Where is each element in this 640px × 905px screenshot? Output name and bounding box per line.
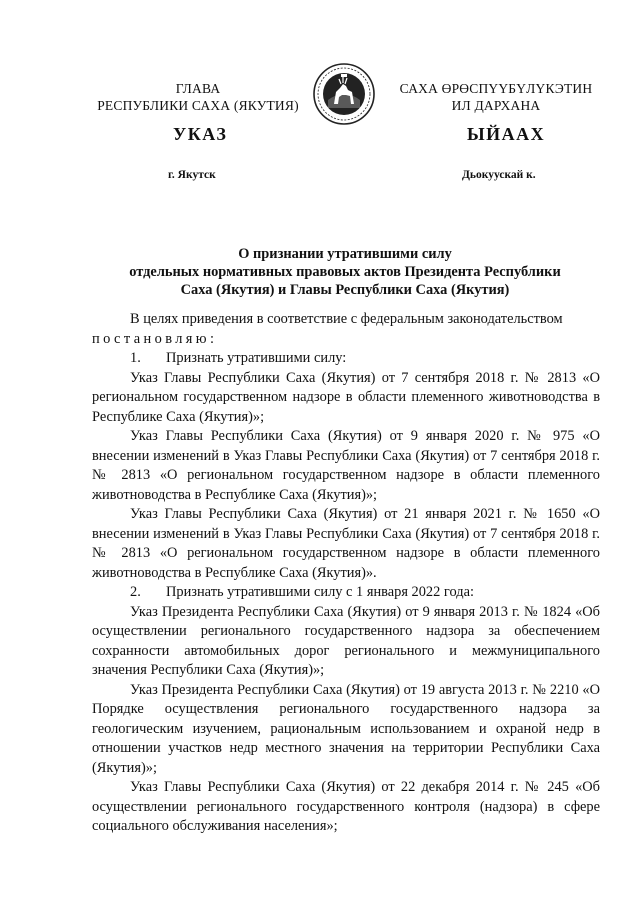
city-sah: Дьокуускай к. xyxy=(462,169,536,181)
header-left xyxy=(92,80,304,114)
title-line2: отдельных нормативных правовых актов Президента Республики xyxy=(129,264,561,280)
header-right-line1: САХА ӨРӨСПҮҮБҮЛҮКЭТИН xyxy=(399,81,593,96)
paragraph-5: Указ Президента Республики Саха (Якутия) от 19 августа 2013 г. № 2210 «О Порядке осуществления регионального государственного надзора за геологическим изучением, рациональным использованием и охраной недр в отношении участков недр местного значения на территории Республики Саха (Якутия)»; xyxy=(92,681,600,776)
item2-text: Признать утратившими силу с 1 января 2022 года: xyxy=(166,584,474,600)
item1 xyxy=(92,349,600,369)
header-left-line1: ГЛАВА xyxy=(175,81,221,96)
header-right-line2: ИЛ ДАРХАНА xyxy=(451,98,541,113)
header-right xyxy=(392,80,600,114)
item2 xyxy=(92,583,600,603)
title-line1: О признании утратившими силу xyxy=(238,246,452,262)
city-ru: г. Якутск xyxy=(168,169,216,181)
paragraph-4: Указ Президента Республики Саха (Якутия) от 9 января 2013 г. № 1824 «Об осуществлении регионального государственного надзора за обеспечением сохранности автомобильных дорог регионального и межмуниципального значения Республики Саха (Якутия)»; xyxy=(92,603,600,678)
title-line3: Саха (Якутия) и Главы Республики Саха (Якутия) xyxy=(180,282,510,298)
republic-coat-of-arms-icon xyxy=(312,62,376,126)
paragraph-1: Указ Главы Республики Саха (Якутия) от 7 сентября 2018 г. № 2813 «О региональном государственном надзоре в области племенного животноводства в Республике Саха (Якутия)»; xyxy=(92,369,600,425)
decree-word: постановляю: xyxy=(92,330,218,347)
paragraph-3: Указ Главы Республики Саха (Якутия) от 21 января 2021 г. № 1650 «О внесении изменений в Указ Главы Республики Саха (Якутия) от 7 сентября 2018 г. № 2813 «О региональном государственном надзоре в области племенного животноводства в Республике Саха (Якутия)». xyxy=(92,506,600,581)
item1-text: Признать утратившими силу: xyxy=(166,350,347,366)
preamble: В целях приведения в соответствие с федеральным законодательством xyxy=(130,311,563,327)
doc-type-sah: ЫЙААХ xyxy=(467,124,546,144)
document-title xyxy=(90,245,600,299)
item2-number: 2. xyxy=(130,584,141,600)
paragraph-2: Указ Главы Республики Саха (Якутия) от 9 января 2020 г. № 975 «О внесении изменений в Указ Главы Республики Саха (Якутия) от 7 сентября 2018 г. № 2813 «О региональном государственном надзоре в области племенного животноводства в Республике Саха (Якутия)»; xyxy=(92,428,600,503)
document-body xyxy=(92,310,600,837)
doc-type-ru: УКАЗ xyxy=(173,124,228,144)
paragraph-6: Указ Главы Республики Саха (Якутия) от 22 декабря 2014 г. № 245 «Об осуществлении регионального государственного контроля (надзора) в сфере социального обслуживания населения»; xyxy=(92,779,600,834)
header-left-line2: РЕСПУБЛИКИ САХА (ЯКУТИЯ) xyxy=(97,98,299,113)
item1-number: 1. xyxy=(130,350,141,366)
